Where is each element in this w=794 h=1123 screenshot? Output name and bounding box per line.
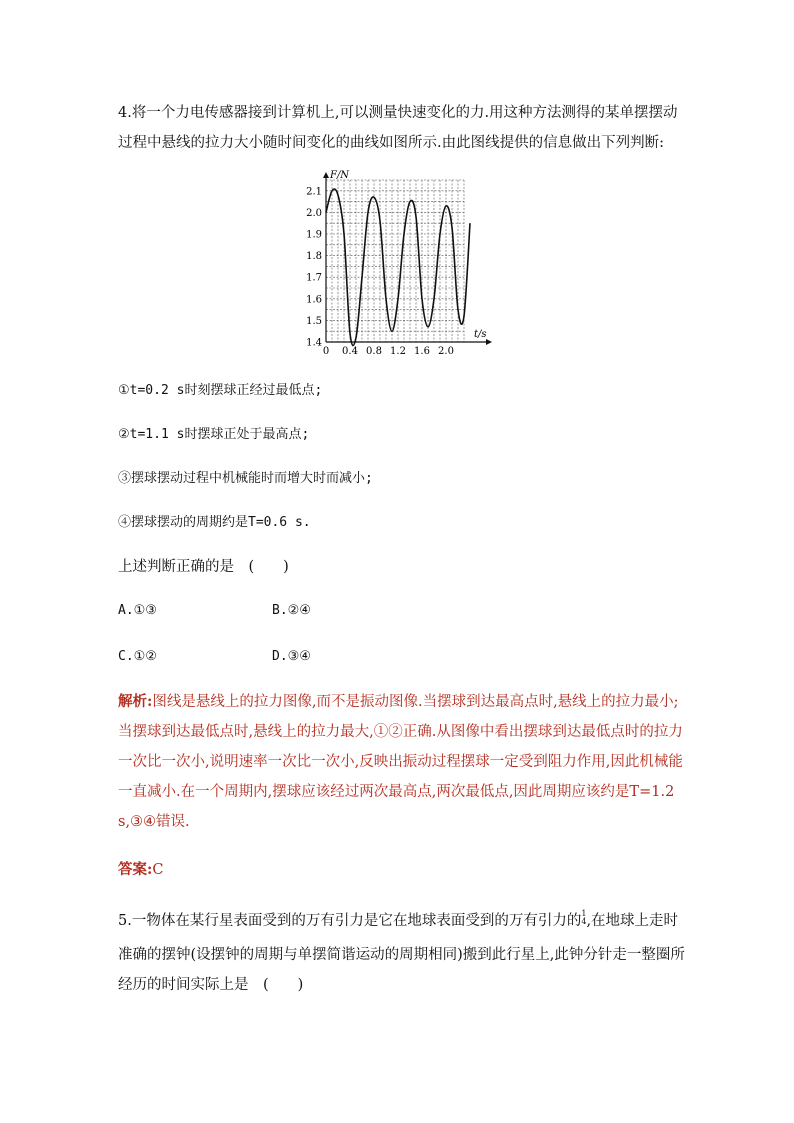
x-tick-label: 2.0 — [438, 346, 454, 357]
x-tick-label: 0 — [322, 346, 330, 357]
x-tick-label: 1.2 — [390, 346, 406, 357]
x-tick-label: 0.8 — [366, 346, 382, 357]
x-axis-arrow — [486, 339, 492, 345]
fraction — [581, 910, 586, 926]
q4-line-1: 4.将一个力电传感器接到计算机上,可以测量快速变化的力.用这种方法测得的某单摆摆动 — [118, 105, 678, 121]
q5-part-2: ,在地球上走时 — [586, 913, 679, 929]
option-d: D.③④ — [272, 649, 311, 664]
fraction-denominator: 4 — [581, 917, 587, 926]
option-c: C.①② — [118, 649, 157, 664]
statement-4: ④摆球摆动的周期约是T=0.6 s. — [118, 515, 311, 530]
q5-part-1: 5.一物体在某行星表面受到的万有引力是它在地球表面受到的万有引力的 — [118, 913, 582, 929]
y-tick-label: 2.0 — [306, 207, 322, 219]
q5-line-2: 准确的摆钟(设摆钟的周期与单摆简谐运动的周期相同)搬到此行星上,此钟分针走一整圈所 — [118, 947, 685, 963]
answer — [118, 860, 163, 880]
statement-3: ③摆球摆动过程中机械能时而增大时而减小; — [118, 471, 373, 486]
option-a: A.①③ — [118, 603, 157, 618]
answer-value: C — [152, 862, 164, 878]
y-tick-label: 2.1 — [306, 186, 322, 198]
q5-line-3: 经历的时间实际上是 ( ) — [118, 977, 304, 993]
y-tick-label: 1.8 — [306, 251, 322, 263]
y-tick-label: 1.9 — [306, 229, 322, 241]
x-tick-label: 1.6 — [414, 346, 430, 357]
analysis-label: 解析: — [118, 693, 153, 710]
q5-line-1 — [118, 911, 678, 931]
analysis-body: 图线是悬线上的拉力图像,而不是振动图像.当摆球到达最高点时,悬线上的拉力最小;当摆球到达最低点时,悬线上的拉力最大,①②正确.从图像中看出摆球到达最低点时的拉力一次比一次小,说明速率一次比一次小,反映出振动过程摆球一定受到阻力作用,因此机械能一直减小.在一个周期内,摆球应该经过两次最高点,两次最低点,因此周期应该约是T=1.2 s,③④错误. — [118, 694, 683, 830]
question-prompt: 上述判断正确的是 ( ) — [118, 559, 289, 575]
y-axis-label: F/N — [330, 170, 350, 181]
statement-1: ①t=0.2 s时刻摆球正经过最低点; — [118, 383, 323, 398]
option-b: B.②④ — [272, 603, 311, 618]
statement-2: ②t=1.1 s时摆球正处于最高点; — [118, 427, 310, 442]
force-time-chart — [296, 170, 496, 360]
y-tick-label: 1.4 — [306, 337, 322, 349]
y-tick-label: 1.7 — [306, 272, 322, 284]
y-axis-arrow — [323, 172, 329, 178]
q4-line-2: 过程中悬线的拉力大小随时间变化的曲线如图所示.由此图线提供的信息做出下列判断: — [118, 135, 664, 151]
y-tick-label: 1.5 — [306, 315, 322, 327]
x-axis-label: t/s — [474, 329, 487, 340]
fraction-numerator: 1 — [581, 909, 587, 918]
answer-label: 答案: — [118, 861, 153, 878]
x-tick-label: 0.4 — [342, 346, 358, 357]
y-tick-label: 1.6 — [306, 294, 322, 306]
analysis — [118, 687, 690, 837]
